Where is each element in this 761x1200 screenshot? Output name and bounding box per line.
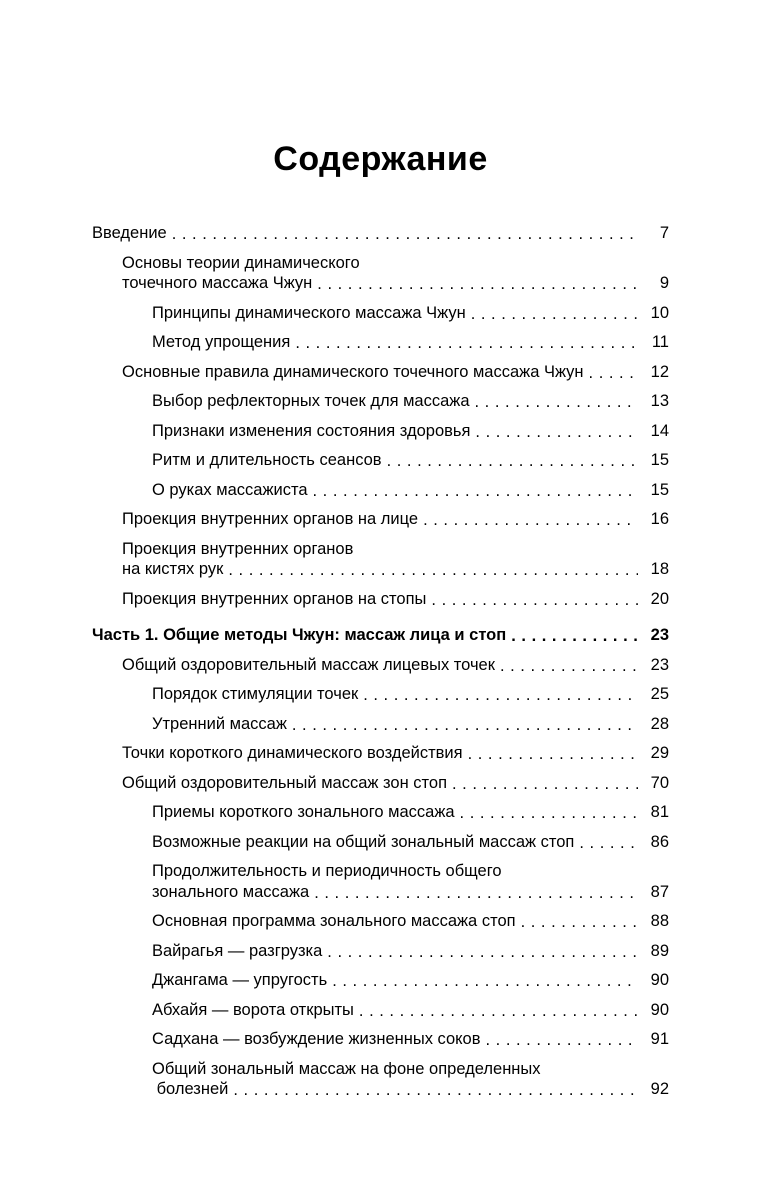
leader-dots [452,775,638,792]
toc-entry[interactable] [152,305,669,322]
leader-dots [460,804,638,821]
leader-dots [471,305,638,322]
toc-entry-label-cont: на кистях рук [122,560,224,578]
leader-dots [475,393,638,410]
toc-entry-label: Возможные реакции на общий зональный массаж стоп [152,832,575,851]
leader-dots [292,716,638,733]
leader-dots [332,972,638,989]
toc-page-number: 29 [650,744,669,762]
toc-entry-label-cont: болезней [152,1080,229,1098]
toc-page-number: 10 [650,303,669,322]
toc-entry[interactable] [152,1031,669,1048]
toc-page-number: 90 [650,1000,669,1019]
leader-dots [313,482,638,499]
toc-entry[interactable] [122,364,669,381]
toc-entry[interactable] [92,225,669,242]
toc-entry-label: Принципы динамического массажа Чжун [152,303,466,322]
leader-dots [475,423,638,440]
toc-entry-label: Проекция внутренних органов на стопы [122,589,427,608]
leader-dots [486,1031,639,1048]
toc-entry[interactable] [122,745,669,762]
toc-entry-label: Проекция внутренних органов [122,539,354,558]
leader-dots [500,657,638,674]
toc-page-number: 87 [650,882,669,901]
toc-list [0,225,761,1098]
leader-dots [327,943,638,960]
toc-page-number: 90 [650,971,669,989]
toc-entry[interactable] [152,913,669,930]
leader-dots [317,275,638,292]
leader-dots [359,1002,638,1019]
toc-entry-label: Джангама — упругость [152,971,328,989]
leader-dots [589,364,638,381]
toc-entry-label: Метод упрощения [152,333,291,351]
toc-entry-label: Признаки изменения состояния здоровья [152,421,471,440]
leader-dots [228,561,638,578]
toc-entry-label: Вайрагья — разгрузка [152,941,323,960]
toc-page-number: 11 [651,333,669,351]
toc-entry[interactable] [152,972,669,989]
toc-entry[interactable] [152,834,669,851]
toc-page-number: 23 [650,626,669,644]
toc-page-number: 13 [650,392,669,410]
toc-entry[interactable] [152,393,669,410]
toc-page-number: 18 [650,560,669,578]
toc-page-number: 20 [650,589,669,608]
toc-entry-label: Основная программа зонального массажа стоп [152,912,516,930]
leader-dots [579,834,638,851]
toc-entry-label: О руках массажиста [152,480,308,499]
toc-page-number: 86 [650,832,669,851]
toc-page-number: 88 [650,912,669,930]
toc-page-number: 25 [650,685,669,703]
toc-entry-label-cont: точечного массажа Чжун [122,274,313,292]
toc-entry-label: Часть 1. Общие методы Чжун: массаж лица и стоп [92,626,507,644]
toc-entry-label: Основные правила динамического точечного массажа Чжун [122,362,584,381]
toc-entry-label: Садхана — возбуждение жизненных соков [152,1030,481,1048]
toc-page-number: 70 [650,773,669,792]
toc-entry[interactable] [122,255,669,292]
toc-entry-label: Абхайя — ворота открыты [152,1000,354,1019]
toc-page-number: 28 [650,714,669,733]
leader-dots [387,452,638,469]
leader-dots [233,1081,638,1098]
toc-page-number: 89 [650,941,669,960]
leader-dots [468,745,638,762]
toc-entry[interactable] [152,482,669,499]
leader-dots [172,225,638,242]
toc-entry[interactable] [152,804,669,821]
toc-entry[interactable] [152,334,669,351]
toc-entry[interactable] [152,1002,669,1019]
toc-page-number: 12 [650,362,669,381]
toc-entry-label: Общий оздоровительный массаж лицевых точек [122,655,495,674]
toc-page-number: 16 [650,510,669,528]
toc-entry[interactable] [122,591,669,608]
toc-entry-label: Введение [92,224,167,242]
toc-page-number: 7 [659,224,669,242]
toc-page-number: 15 [650,480,669,499]
toc-entry[interactable] [152,1061,669,1098]
toc-page-number: 81 [650,803,669,821]
toc-entry[interactable] [122,775,669,792]
toc-entry-label-cont: зонального массажа [152,882,310,901]
toc-entry[interactable] [152,423,669,440]
toc-page-number: 9 [659,274,669,292]
page-title: Содержание [273,140,488,178]
toc-entry[interactable] [152,686,669,703]
toc-entry-label: Выбор рефлекторных точек для массажа [152,392,470,410]
toc-entry[interactable] [122,657,669,674]
toc-entry[interactable] [122,511,669,528]
toc-entry-label: Общий оздоровительный массаж зон стоп [122,773,448,792]
leader-dots [423,511,638,528]
toc-entry-label: Порядок стимуляции точек [152,685,359,703]
toc-entry[interactable] [152,716,669,733]
toc-page-number: 15 [650,451,669,469]
toc-page-number: 91 [650,1030,669,1048]
toc-entry-label: Утренний массаж [152,714,287,733]
toc-entry-label: Общий зональный массаж на фоне определенных [152,1059,541,1078]
toc-entry-label: Приемы короткого зонального массажа [152,803,455,821]
toc-entry-label: Проекция внутренних органов на лице [122,510,419,528]
leader-dots [511,627,638,644]
leader-dots [363,686,638,703]
toc-entry-label: Основы теории динамического [122,253,360,272]
leader-dots [521,913,638,930]
leader-dots [314,884,638,901]
toc-entry[interactable] [152,863,669,900]
toc-page-number: 92 [650,1080,669,1098]
toc-entry-label: Точки короткого динамического воздействия [122,744,463,762]
toc-entry[interactable] [92,627,669,644]
leader-dots [295,334,638,351]
toc-entry-label: Продолжительность и периодичность общего [152,862,502,880]
toc-page-number: 14 [650,421,669,440]
toc-entry-label: Ритм и длительность сеансов [152,451,382,469]
toc-page-number: 23 [650,655,669,674]
toc-entry[interactable] [152,452,669,469]
toc-entry[interactable] [152,943,669,960]
leader-dots [431,591,638,608]
toc-entry[interactable] [122,541,669,578]
